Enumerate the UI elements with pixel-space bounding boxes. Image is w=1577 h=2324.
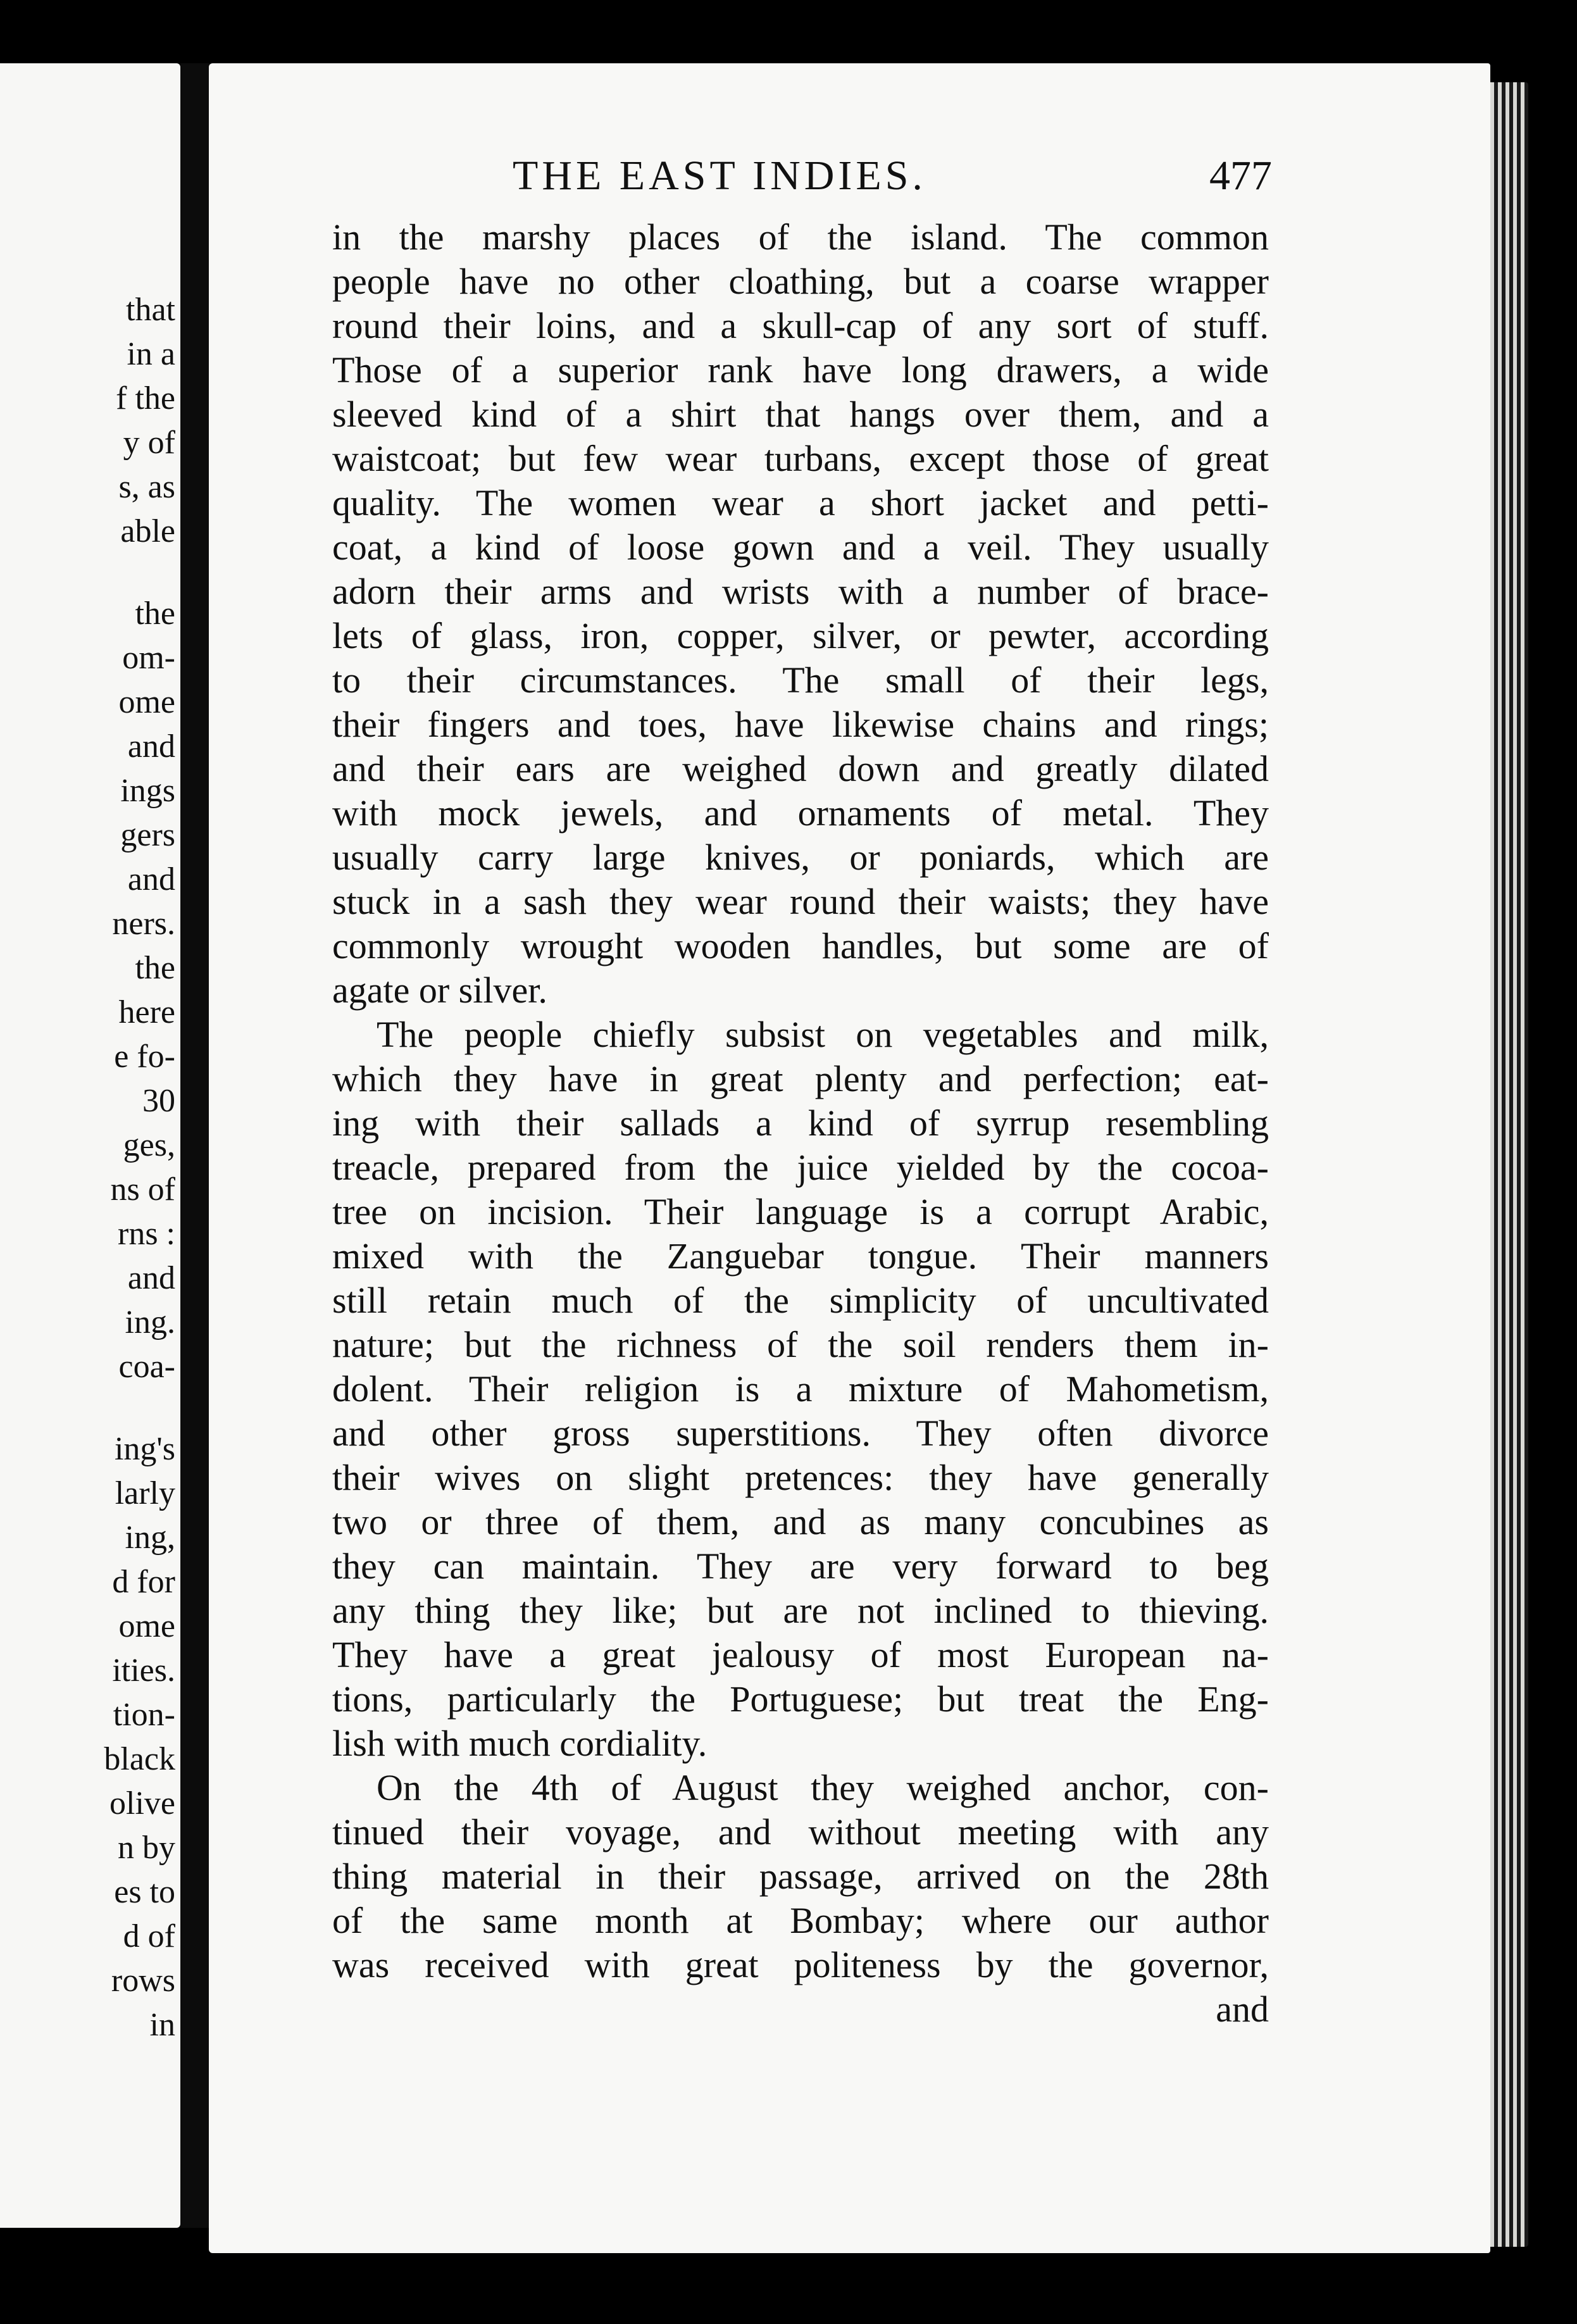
text-line: ing with their sallads a kind of syrrup resembling (332, 1103, 1269, 1144)
left-page-fragment: ities. (112, 1652, 175, 1689)
text-line: their fingers and toes, have likewise chains and rings; (332, 704, 1269, 745)
left-page-fragment: here (118, 994, 175, 1030)
left-page-fragment: and (127, 861, 175, 897)
body-text (332, 215, 1269, 2032)
left-page-fragment: n by (118, 1830, 175, 1866)
text-line: treacle, prepared from the juice yielded by the cocoa- (332, 1147, 1269, 1188)
left-page-fragment: om- (122, 640, 175, 676)
text-line: their wives on slight pretences: they have generally (332, 1457, 1269, 1498)
text-line: and other gross superstitions. They often divorce (332, 1413, 1269, 1454)
text-line: mixed with the Zanguebar tongue. Their manners (332, 1235, 1269, 1277)
left-page-fragment: es to (114, 1874, 175, 1910)
text-line: tree on incision. Their language is a corrupt Arabic, (332, 1191, 1269, 1232)
page-title: THE EAST INDIES. (513, 153, 926, 199)
left-page-fragment: ns of (110, 1171, 175, 1208)
text-line: sleeved kind of a shirt that hangs over them, and a (332, 394, 1269, 435)
text-line: they can maintain. They are very forward to beg (332, 1546, 1269, 1587)
text-line: still retain much of the simplicity of uncultivated (332, 1280, 1269, 1321)
text-line: to their circumstances. The small of their legs, (332, 659, 1269, 701)
left-page-fragment: s, as (118, 469, 175, 505)
text-line: They have a great jealousy of most European na- (332, 1634, 1269, 1675)
left-page-fragment: ing's (114, 1431, 175, 1467)
left-page-fragment: the (135, 596, 175, 632)
text-line: agate or silver. (332, 970, 547, 1011)
left-page-fragment: that (126, 292, 175, 328)
text-line: dolent. Their religion is a mixture of Mahometism, (332, 1368, 1269, 1409)
text-line: round their loins, and a skull-cap of any sort of stuff. (332, 305, 1269, 346)
text-line: adorn their arms and wrists with a number of brace- (332, 571, 1269, 612)
text-line: and their ears are weighed down and greatly dilated (332, 748, 1269, 789)
text-line: in the marshy places of the island. The common (332, 216, 1269, 258)
text-line: tions, particularly the Portuguese; but treat the Eng- (332, 1678, 1269, 1720)
text-line: thing material in their passage, arrived on the 28th (332, 1856, 1269, 1897)
text-line: The people chiefly subsist on vegetables and milk, (377, 1014, 1269, 1055)
running-head (297, 152, 1272, 215)
text-line: lish with much cordiality. (332, 1723, 707, 1764)
text-line: any thing they like; but are not inclined to thieving. (332, 1590, 1269, 1631)
text-line: and (1216, 1989, 1269, 2030)
text-line: lets of glass, iron, copper, silver, or pewter, according (332, 615, 1269, 656)
left-page-fragment: ges, (123, 1127, 175, 1163)
left-page-fragment: e fo- (114, 1039, 175, 1075)
left-page-fragment: the (135, 950, 175, 986)
text-line: people have no other cloathing, but a coarse wrapper (332, 261, 1269, 302)
text-line: which they have in great plenty and perfection; eat- (332, 1058, 1269, 1099)
left-page-fragment: larly (115, 1475, 175, 1511)
left-page-fragment: gers (120, 817, 175, 853)
page-edges (1490, 82, 1528, 2247)
text-line: commonly wrought wooden handles, but some are of (332, 925, 1269, 966)
left-page-fragment: in a (127, 336, 175, 372)
page-number: 477 (1209, 153, 1272, 199)
left-page-fragment: able (120, 513, 175, 549)
left-page-fragment: f the (116, 380, 175, 416)
left-page-fragment: in (149, 2007, 175, 2043)
left-page-fragment: d of (123, 1918, 175, 1954)
left-page-fragment: 30 (142, 1083, 175, 1119)
text-line: usually carry large knives, or poniards, which are (332, 837, 1269, 878)
left-page-fragment: black (104, 1741, 175, 1777)
text-line: of the same month at Bombay; where our author (332, 1900, 1269, 1941)
text-line: waistcoat; but few wear turbans, except those of great (332, 438, 1269, 479)
text-line: nature; but the richness of the soil renders them in- (332, 1324, 1269, 1365)
left-page-fragment: tion- (113, 1697, 175, 1733)
left-facing-page (0, 63, 180, 2228)
text-line: coat, a kind of loose gown and a veil. They usually (332, 527, 1269, 568)
text-line: On the 4th of August they weighed anchor, con- (377, 1767, 1269, 1808)
left-page-fragment: ome (118, 1608, 175, 1644)
left-page-fragment: d for (112, 1564, 175, 1600)
left-page-fragment: ners. (112, 906, 175, 942)
text-line: tinued their voyage, and without meeting with any (332, 1811, 1269, 1852)
left-page-fragment: y of (123, 425, 175, 461)
text-line: two or three of them, and as many concubines as (332, 1501, 1269, 1542)
left-page-fragment: ings (120, 773, 175, 809)
text-line: stuck in a sash they wear round their waists; they have (332, 881, 1269, 922)
left-page-fragment: ome (118, 684, 175, 720)
left-page-fragment: ing. (125, 1304, 175, 1340)
text-line: Those of a superior rank have long drawers, a wide (332, 349, 1269, 390)
text-line: with mock jewels, and ornaments of metal. They (332, 792, 1269, 834)
text-line: quality. The women wear a short jacket and petti- (332, 482, 1269, 523)
left-page-fragment: ing, (125, 1520, 175, 1556)
left-page-fragment: coa- (118, 1349, 175, 1385)
left-page-fragment: rns : (118, 1216, 175, 1252)
left-page-fragment: and (127, 1260, 175, 1296)
left-page-fragment: and (127, 728, 175, 765)
left-page-fragment: rows (111, 1963, 175, 1999)
text-line: was received with great politeness by the governor, (332, 1944, 1269, 1985)
left-page-fragment: olive (109, 1785, 175, 1821)
